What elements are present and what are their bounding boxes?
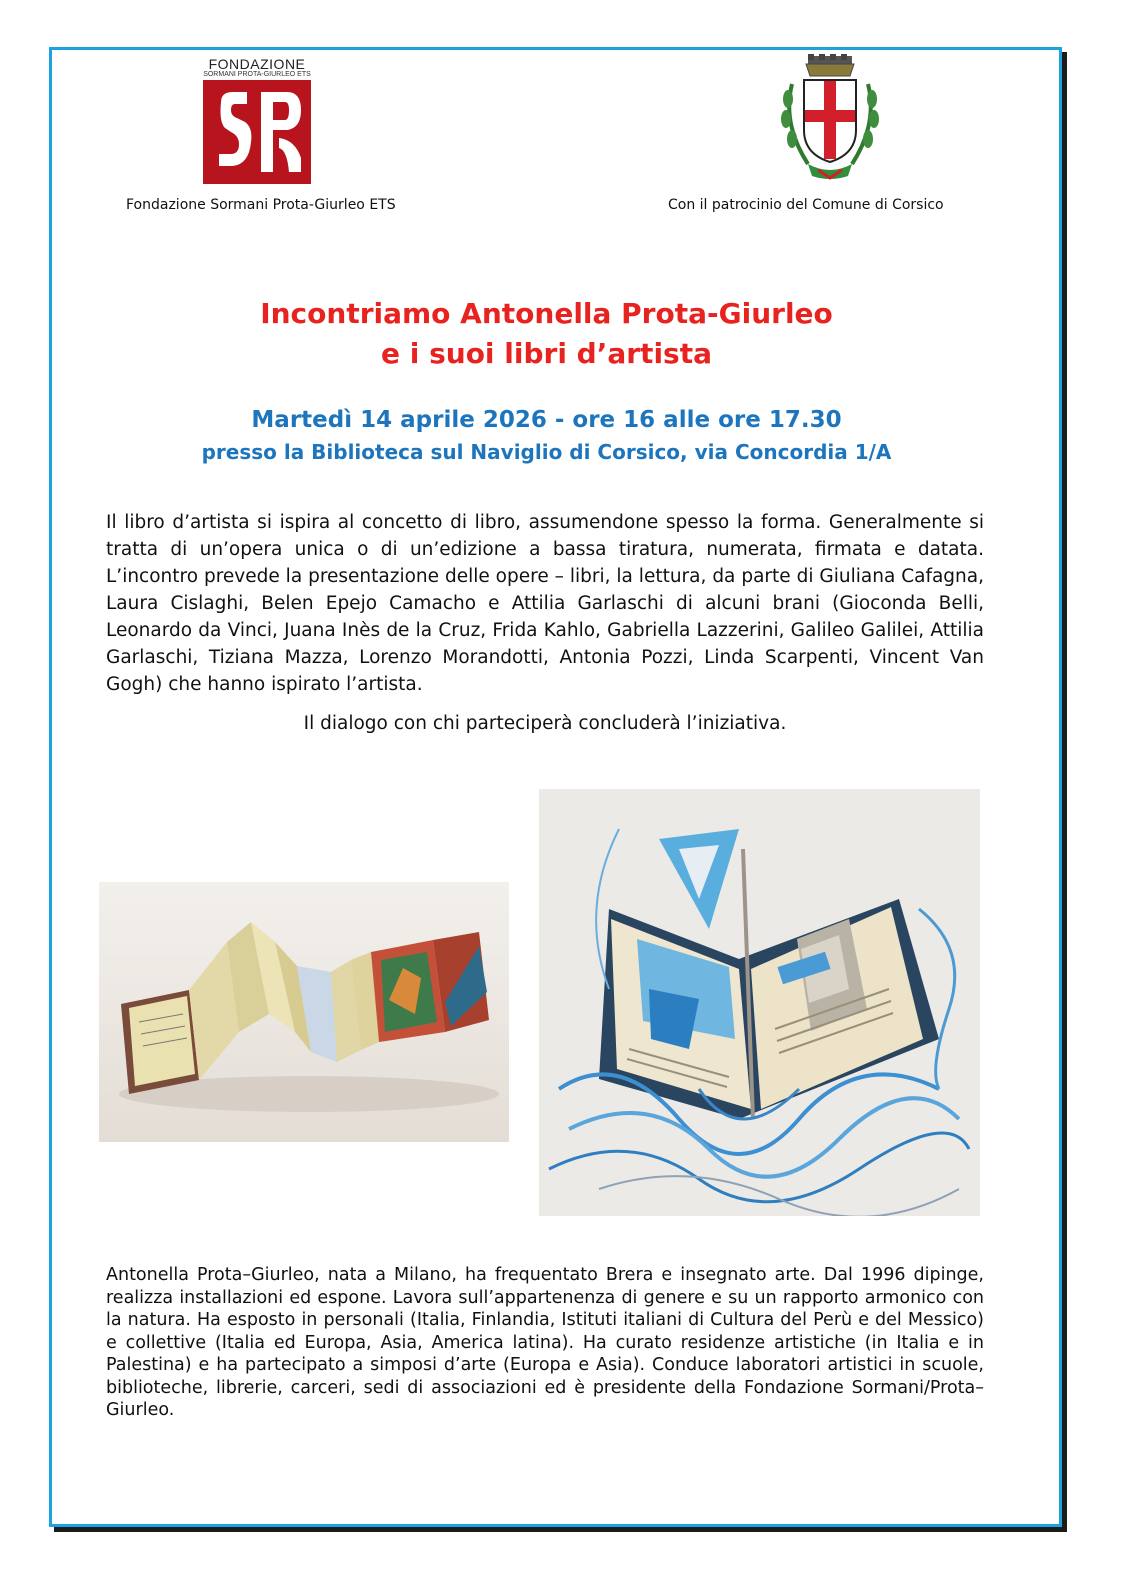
open-book-with-blue-threads-photo [539, 789, 980, 1216]
closing-paragraph: Il dialogo con chi parteciperà concluderà l’iniziativa. [303, 713, 787, 734]
accordion-artist-book-photo [99, 882, 509, 1142]
event-title-line1: Incontriamo Antonella Prota-Giurleo [260, 297, 833, 330]
fondazione-caption: Fondazione Sormani Prota-Giurleo ETS [126, 197, 396, 213]
artist-biography: Antonella Prota–Giurleo, nata a Milano, ha frequentato Brera e insegnato arte. Dal 1996 dipinge, realizza installazioni ed espone. Lavora sull’appartenenza di genere e su un rapporto armonico con la natura. Ha esposto in personali (Italia, Finlandia, Istituti italiani di Cultura del Perù e del Messico) e collettive (Italia ed Europa, Asia, America latina). Ha curato residenze artistiche (in Italia e in Palestina) e ha partecipato a simposi d’arte (Europa e Asia). Conduce laboratori artistici in scuole, biblioteche, librerie, carceri, sedi di associazioni ed è presidente della Fondazione Sormani/Prota–Giurleo. [106, 1265, 984, 1420]
logo-wordmark: FONDAZIONE [208, 56, 306, 72]
patrocinio-caption: Con il patrocinio del Comune di Corsico [668, 197, 944, 213]
logo-subtitle: SORMANI PROTA-GIURLEO ETS [203, 71, 311, 78]
event-date-time: Martedì 14 aprile 2026 - ore 16 alle ore 17.30 [251, 407, 842, 433]
event-title-line2: e i suoi libri d’artista [381, 337, 712, 370]
comune-corsico-crest-icon [778, 54, 882, 184]
event-venue: presso la Biblioteca sul Naviglio di Corsico, via Concordia 1/A [201, 440, 892, 464]
fondazione-logo [200, 56, 314, 186]
intro-paragraph: Il libro d’artista si ispira al concetto di libro, assumendone spesso la forma. Generalmente si tratta di un’opera unica o di un’edizione a bassa tiratura, numerata, firmata e datata. L’incontro prevede la presentazione delle opere – libri, la lettura, da parte di Giuliana Cafagna, Laura Cislaghi, Belen Epejo Camacho e Attilia Garlaschi di alcuni brani (Gioconda Belli, Leonardo da Vinci, Juana Inès de la Cruz, Frida Kahlo, Gabriella Lazzerini, Galileo Galilei, Attilia Garlaschi, Tiziana Mazza, Lorenzo Morandotti, Antonia Pozzi, Linda Scarpenti, Vincent Van Gogh) che hanno ispirato l’artista. [106, 512, 984, 695]
spg-logo-mark-icon [203, 80, 311, 184]
